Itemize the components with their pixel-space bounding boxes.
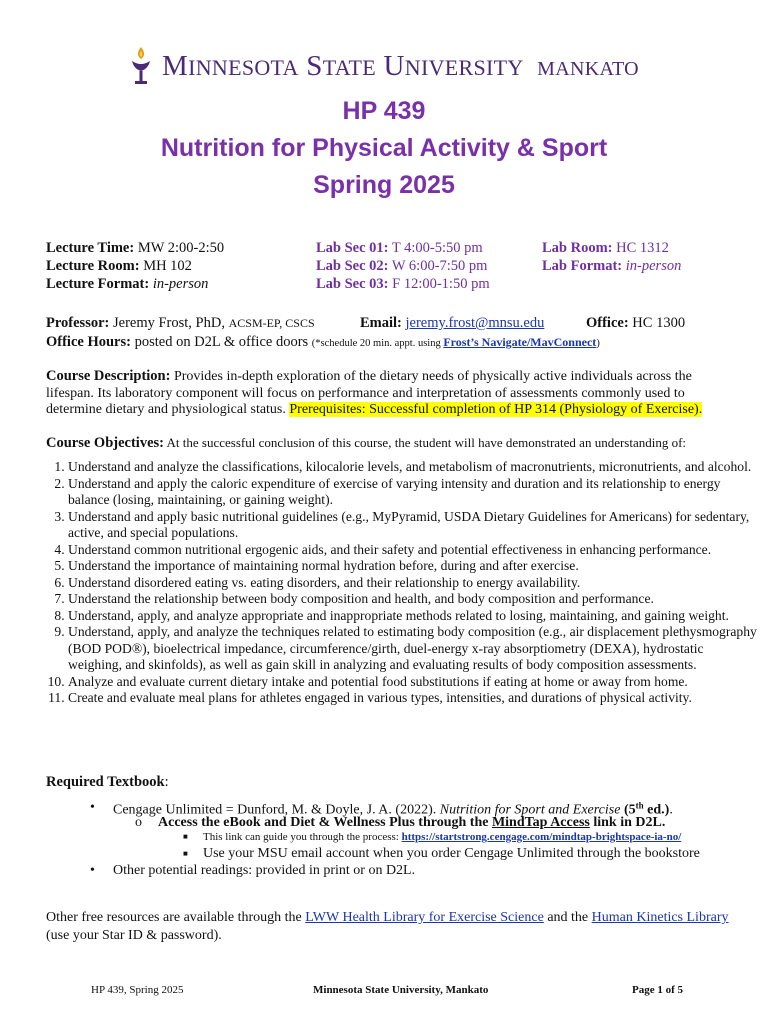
lab-section-01: Lab Sec 01: T 4:00-5:50 pm <box>316 240 483 256</box>
bullet-icon: • <box>90 800 95 815</box>
lecture-time: Lecture Time: MW 2:00-2:50 <box>46 240 225 256</box>
objectives-list <box>46 459 758 707</box>
square-bullet-icon: ■ <box>183 832 188 841</box>
list-item: 3. Understand and apply basic nutritional guidelines (e.g., MyPyramid, USDA Dietary Guidelines for Americans) for sedentary, active, and special populations. <box>68 509 758 542</box>
office-line: Office: HC 1300 <box>586 315 686 331</box>
lecture-room: Lecture Room: MH 102 <box>46 258 192 274</box>
lab-section-02: Lab Sec 02: W 6:00-7:50 pm <box>316 258 488 274</box>
guide-link-line: This link can guide you through the process: https://startstrong.cengage.com/mindtap-brightspace-ia-no/ <box>203 831 682 843</box>
lww-library-link[interactable]: LWW Health Library for Exercise Science <box>305 910 544 925</box>
list-item: 9. Understand, apply, and analyze the techniques related to estimating body composition (e.g., air displacement plethysmography (BOD POD®), bioelectrical impedance, circumference/girth, duel-energy x-ray absorptiometry (DEXA), hydrostatic weighing, and skinfolds), as well as gain skill in analyzing and evaluating results of body composition assessments. <box>68 624 758 674</box>
list-item: 2. Understand and apply the caloric expenditure of exercise of varying intensity and duration and its relationship to energy balance (losing, maintaining, or gaining weight). <box>68 476 758 509</box>
textbook-heading: Required Textbook: <box>46 774 169 790</box>
textbook-item: Cengage Unlimited = Dunford, M. & Doyle, J. A. (2022). Nutrition for Sport and Exercise (5th ed.). <box>113 800 673 818</box>
email-line: Email: jeremy.frost@mnsu.edu <box>360 315 545 331</box>
list-item: 11. Create and evaluate meal plans for athletes engaged in various types, intensities, and durations of physical activity. <box>68 690 758 707</box>
list-item: 4. Understand common nutritional ergogenic aids, and their safety and potential effectiveness in enhancing performance. <box>68 542 758 559</box>
list-item: 8. Understand, apply, and analyze appropriate and inappropriate methods related to losing, maintaining, and gaining weight. <box>68 608 758 625</box>
course-title: Nutrition for Physical Activity & Sport <box>160 134 608 162</box>
lab-section-03: Lab Sec 03: F 12:00-1:50 pm <box>316 276 490 292</box>
ebook-access: Access the eBook and Diet & Wellness Plus through the MindTap Access link in D2L. <box>158 815 666 830</box>
footer-university: Minnesota State University, Mankato <box>313 984 489 996</box>
course-description: Course Description: Provides in-depth exploration of the dietary needs of physically active individuals across the lifespan. Its laboratory component will focus on performance and interpretation of assessments commonly used to determine dietary and physiological status. Prerequisites: Successful completion of HP 314 (Physiology of Exercise). <box>46 368 703 417</box>
resources-note: (use your Star ID & password). <box>46 928 222 943</box>
other-readings: Other potential readings: provided in print or on D2L. <box>113 863 416 878</box>
lab-format: Lab Format: in-person <box>542 258 682 274</box>
square-bullet-icon: ■ <box>183 849 188 858</box>
navigate-link[interactable]: Frost’s Navigate/MavConnect <box>443 335 597 349</box>
list-item: 7. Understand the relationship between body composition and health, and body composition and performance. <box>68 591 758 608</box>
objectives-intro: Course Objectives: At the successful conclusion of this course, the student will have demonstrated an understanding of: <box>46 435 687 451</box>
footer-page-number: Page 1 of 5 <box>632 984 684 996</box>
course-term: Spring 2025 <box>313 171 455 199</box>
list-item: 5. Understand the importance of maintaining normal hydration before, during and after exercise. <box>68 558 758 575</box>
list-item: 6. Understand disordered eating vs. eating disorders, and their relationship to energy availability. <box>68 575 758 592</box>
bullet-icon: • <box>90 863 95 878</box>
university-wordmark: MINNESOTA STATE UNIVERSITY MANKATO <box>162 49 639 82</box>
email-link[interactable]: jeremy.frost@mnsu.edu <box>405 315 545 331</box>
cengage-guide-link[interactable]: https://startstrong.cengage.com/mindtap-brightspace-ia-no/ <box>401 831 682 843</box>
mindtap-link[interactable]: MindTap Access <box>491 815 590 830</box>
course-code: HP 439 <box>342 97 426 125</box>
office-hours: Office Hours: posted on D2L & office doors (*schedule 20 min. appt. using Frost’s Navigate/MavConnect) <box>46 334 600 350</box>
university-logo <box>128 44 639 88</box>
lecture-format: Lecture Format: in-person <box>46 276 209 292</box>
torch-icon <box>128 45 154 87</box>
footer-course: HP 439, Spring 2025 <box>91 984 184 996</box>
professor-line: Professor: Jeremy Frost, PhD, ACSM-EP, CSCS <box>46 315 315 331</box>
list-item: 1. Understand and analyze the classifications, kilocalorie levels, and metabolism of macronutrients, micronutrients, and alcohol. <box>68 459 758 476</box>
msu-email-note: Use your MSU email account when you order Cengage Unlimited through the bookstore <box>203 846 700 861</box>
list-item: 10. Analyze and evaluate current dietary intake and potential food substitutions if eating at home or away from home. <box>68 674 758 691</box>
circle-bullet-icon: o <box>135 815 142 830</box>
prerequisites: Prerequisites: Successful completion of HP 314 (Physiology of Exercise). <box>289 402 703 417</box>
lab-room: Lab Room: HC 1312 <box>542 240 669 256</box>
human-kinetics-link[interactable]: Human Kinetics Library <box>591 910 729 925</box>
resources-line: Other free resources are available through the LWW Health Library for Exercise Science and the Human Kinetics Library <box>46 910 729 925</box>
